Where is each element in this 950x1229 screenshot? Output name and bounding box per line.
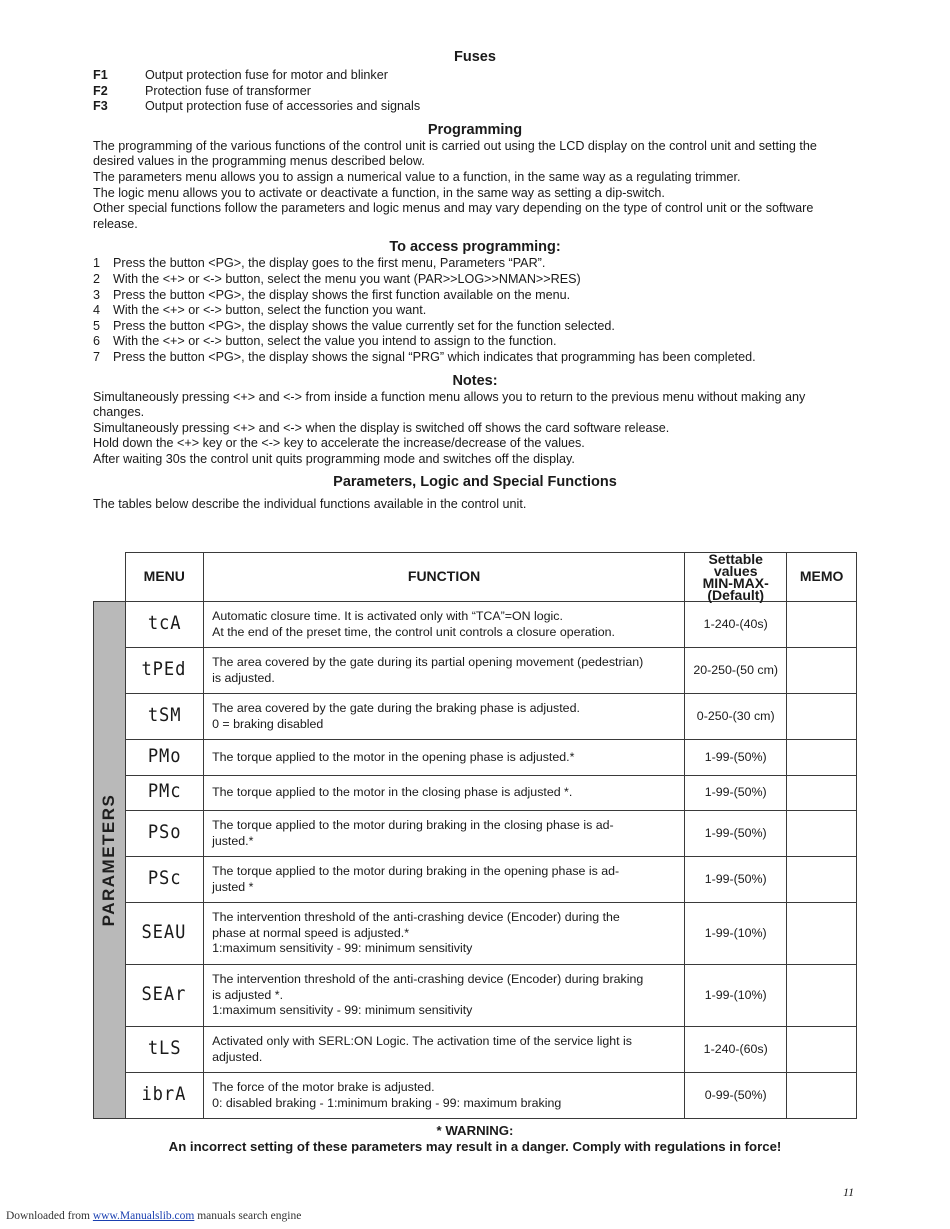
table-row [94,857,857,903]
menu-code-cell [125,602,204,648]
function-cell [204,776,685,811]
step-number: 5 [93,318,101,333]
function-line: 0 = braking disabled [212,716,324,731]
function-cell [204,1027,685,1073]
footer-prefix: Downloaded from [6,1210,93,1222]
value-cell: 1-99-(50%) [685,811,787,857]
step-text: Press the button <PG>, the display shows the value currently set for the function selected. [113,318,615,333]
access-section [93,238,857,365]
fuse-item [93,99,857,115]
function-line: 1:maximum sensitivity - 99: minimum sensitivity [212,941,473,956]
function-line: The intervention threshold of the anti-crashing device (Encoder) during braking [212,972,644,987]
menu-code: SEAU [141,920,187,943]
memo-cell [787,776,857,811]
manualslib-link[interactable]: www.Manualslib.com [92,1210,195,1222]
function-line: adjusted. [212,1049,263,1064]
memo-cell [787,903,857,965]
value-cell: 20-250-(50 cm) [685,648,787,694]
step-item [93,350,857,366]
function-line: 1:maximum sensitivity - 99: minimum sensitivity [212,1003,473,1018]
function-line: justed.* [212,833,254,848]
programming-paragraph: Other special functions follow the parameters and logic menus and may vary depending on the type of control unit or the software release. [93,201,814,231]
step-text: With the <+> or <-> button, select the function you want. [113,303,427,318]
page-content [93,48,857,513]
memo-cell [787,965,857,1027]
step-text: Press the button <PG>, the display shows the first function available on the menu. [113,287,571,302]
function-cell [204,648,685,694]
note-paragraph: Simultaneously pressing <+> and <-> when the display is switched off shows the card software release. [93,420,670,435]
table-row [94,776,857,811]
table-row [94,811,857,857]
menu-code-cell [125,1073,204,1119]
value-cell: 1-99-(50%) [685,776,787,811]
menu-code-cell [125,740,204,776]
memo-cell [787,857,857,903]
function-line: The torque applied to the motor during braking in the closing phase is ad- [212,817,614,832]
function-cell [204,857,685,903]
fuse-description: Output protection fuse of accessories and signals [145,99,421,114]
memo-cell [787,811,857,857]
step-number: 3 [93,287,101,302]
step-text: Press the button <PG>, the display goes to the first menu, Parameters “PAR”. [113,256,546,271]
programming-paragraph: The programming of the various functions of the control unit is carried out using the LCD display on the control unit and setting the desired values in the programming menus described below. [93,138,817,169]
warning-block [93,1123,857,1155]
value-cell: 1-99-(10%) [685,965,787,1027]
fuses-list [93,68,857,115]
function-line: is adjusted. [212,670,275,685]
memo-cell [787,1027,857,1073]
function-cell [204,740,685,776]
step-number: 1 [93,256,101,271]
menu-code: PMo [147,744,182,767]
menu-code: SEAr [141,982,187,1005]
value-cell: 1-99-(10%) [685,903,787,965]
step-number: 4 [93,303,101,318]
table-row [94,903,857,965]
menu-code-cell [125,1027,204,1073]
function-line: is adjusted *. [212,987,284,1002]
table-header-row [94,553,857,602]
function-line: justed * [212,879,254,894]
function-line: The area covered by the gate during its partial opening movement (pedestrian) [212,654,644,669]
function-cell [204,1073,685,1119]
memo-cell [787,1073,857,1119]
table-row [94,965,857,1027]
notes-heading: Notes: [452,372,498,389]
step-text: With the <+> or <-> button, select the value you intend to assign to the function. [113,334,557,349]
fuse-code: F1 [93,68,108,82]
programming-heading: Programming [427,121,523,138]
step-number: 2 [93,271,101,286]
fuse-code: F3 [93,99,108,114]
values-header [685,553,787,602]
function-line: Activated only with SERL:ON Logic. The activation time of the service light is [212,1033,632,1048]
page-number: 11 [843,1185,855,1199]
function-line: The torque applied to the motor in the opening phase is adjusted.* [212,749,575,764]
function-line: The intervention threshold of the anti-crashing device (Encoder) during the [212,910,620,925]
programming-paragraph: The parameters menu allows you to assign a numerical value to a function, in the same way as a regulating trimmer. [93,169,741,184]
function-line: The force of the motor brake is adjusted. [212,1079,435,1094]
menu-code: PSo [147,820,182,843]
step-item [93,319,857,335]
steps-list [93,256,857,365]
function-cell [204,811,685,857]
download-footer [6,1209,301,1225]
table-corner [94,553,126,602]
function-line: phase at normal speed is adjusted.* [212,925,410,940]
fuse-item [93,84,857,100]
menu-code-cell [125,903,204,965]
parameters-group-cell [94,602,126,1119]
warning-text: An incorrect setting of these parameters may result in a danger. Comply with regulations in force! [168,1139,782,1154]
programming-paragraph: The logic menu allows you to activate or deactivate a function, in the same way as setting a dip-switch. [93,185,665,200]
parameters-table [93,552,857,1119]
params-section [93,473,857,513]
warning-title: * WARNING: [436,1123,514,1138]
function-cell [204,965,685,1027]
menu-code: tSM [147,703,182,726]
value-cell: 1-99-(50%) [685,857,787,903]
step-number: 6 [93,334,101,349]
menu-code-cell [125,965,204,1027]
menu-code-cell [125,811,204,857]
note-paragraph: Hold down the <+> key or the <-> key to accelerate the increase/decrease of the values. [93,436,585,451]
function-line: The torque applied to the motor in the closing phase is adjusted *. [212,785,573,800]
table-row [94,648,857,694]
menu-code-cell [125,694,204,740]
fuse-item [93,68,857,84]
function-line: At the end of the preset time, the control unit controls a closure operation. [212,624,616,639]
value-cell: 1-240-(40s) [685,602,787,648]
function-cell [204,694,685,740]
step-item [93,288,857,304]
table-row [94,740,857,776]
notes-section [93,372,857,468]
memo-header: MEMO [787,553,857,602]
menu-code: PSc [147,866,182,889]
values-header-line1: Settable values [708,551,763,579]
function-line: The area covered by the gate during the braking phase is adjusted. [212,700,580,715]
params-heading: Parameters, Logic and Special Functions [333,474,617,491]
access-heading: To access programming: [389,239,561,256]
fuses-heading: Fuses [454,49,496,65]
step-text: With the <+> or <-> button, select the menu you want (PAR>>LOG>>NMAN>>RES) [113,271,581,286]
memo-cell [787,694,857,740]
fuse-description: Output protection fuse for motor and blinker [145,68,388,82]
function-line: The torque applied to the motor during braking in the opening phase is ad- [212,863,620,878]
step-item [93,256,857,272]
step-number: 7 [93,349,101,364]
step-item [93,272,857,288]
menu-code-cell [125,857,204,903]
menu-code-cell [125,776,204,811]
footer-suffix: manuals search engine [194,1210,302,1222]
function-cell [204,903,685,965]
memo-cell [787,648,857,694]
note-paragraph: Simultaneously pressing <+> and <-> from inside a function menu allows you to return to the previous menu without making any changes. [93,389,806,420]
menu-header: MENU [125,553,204,602]
memo-cell [787,602,857,648]
parameters-group-label: PARAMETERS [99,793,119,927]
table-row [94,1073,857,1119]
params-intro: The tables below describe the individual functions available in the control unit. [93,497,527,512]
table-row [94,694,857,740]
value-cell: 1-99-(50%) [685,740,787,776]
step-item [93,334,857,350]
programming-section [93,121,857,233]
function-line: 0: disabled braking - 1:minimum braking - 99: maximum braking [212,1095,562,1110]
memo-cell [787,740,857,776]
fuse-code: F2 [93,83,108,98]
value-cell: 1-240-(60s) [685,1027,787,1073]
fuse-description: Protection fuse of transformer [145,83,311,98]
table-row [94,602,857,648]
step-text: Press the button <PG>, the display shows the signal “PRG” which indicates that programming has been completed. [113,349,756,364]
menu-code: tLS [147,1036,182,1059]
values-header-line2: MIN-MAX-(Default) [702,575,769,603]
function-header: FUNCTION [204,553,685,602]
menu-code: tPEd [141,657,187,680]
note-paragraph: After waiting 30s the control unit quits programming mode and switches off the display. [93,451,575,466]
table-row [94,1027,857,1073]
function-cell [204,602,685,648]
value-cell: 0-99-(50%) [685,1073,787,1119]
menu-code: PMc [147,780,182,803]
function-line: Automatic closure time. It is activated only with “TCA”=ON logic. [212,608,563,623]
menu-code-cell [125,648,204,694]
value-cell: 0-250-(30 cm) [685,694,787,740]
menu-code: tcA [147,611,182,634]
menu-code: ibrA [141,1082,187,1105]
step-item [93,303,857,319]
